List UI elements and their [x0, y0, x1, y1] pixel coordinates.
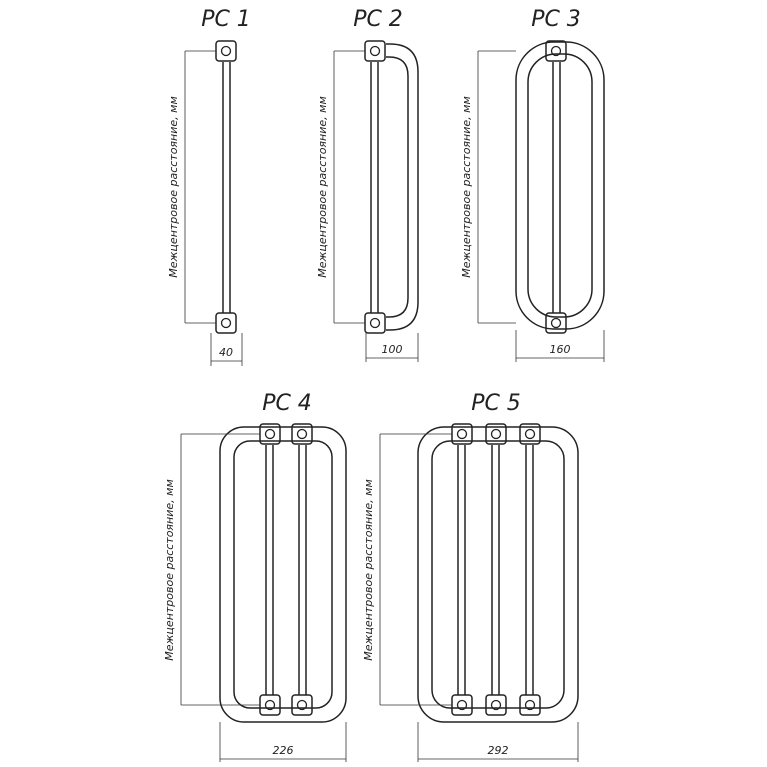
model-title: PC 4 [262, 391, 312, 416]
fitting-bottom [452, 695, 540, 715]
height-dimension [163, 434, 260, 705]
model-title: PC 1 [201, 7, 251, 32]
side-label: Межцентровое расстояние, мм [316, 96, 329, 278]
width-label: 100 [381, 343, 403, 356]
fitting-bottom [260, 695, 312, 715]
height-dimension [460, 51, 516, 323]
model-pc2 [316, 7, 418, 362]
width-label: 292 [487, 744, 509, 757]
width-dimension [211, 333, 242, 366]
height-dimension [316, 51, 365, 323]
loop-inner [386, 57, 408, 317]
fitting-bottom [365, 313, 385, 333]
model-pc5 [362, 391, 578, 762]
model-title: PC 3 [531, 7, 581, 32]
height-dimension [362, 434, 452, 705]
loop-inner [234, 441, 332, 708]
fitting-bottom [216, 313, 236, 333]
loop-outer [418, 427, 578, 722]
side-label: Межцентровое расстояние, мм [163, 479, 176, 661]
width-dimension [220, 722, 346, 762]
model-pc4 [163, 391, 346, 762]
model-title: PC 5 [471, 391, 521, 416]
width-label: 226 [272, 744, 294, 757]
model-title: PC 2 [353, 7, 403, 32]
fitting-top [216, 41, 236, 61]
width-label: 160 [549, 343, 571, 356]
side-label: Межцентровое расстояние, мм [460, 96, 473, 278]
model-pc1 [167, 7, 251, 366]
fitting-top [546, 41, 566, 61]
width-dimension [418, 722, 578, 762]
model-pc3 [460, 7, 604, 362]
side-label: Межцентровое расстояние, мм [362, 479, 375, 661]
width-dimension [516, 330, 604, 362]
side-label: Межцентровое расстояние, мм [167, 96, 180, 278]
loop-inner [432, 441, 564, 708]
loop-outer [220, 427, 346, 722]
height-dimension [167, 51, 216, 323]
width-label: 40 [219, 346, 233, 359]
fitting-top [365, 41, 385, 61]
loop-outer [386, 44, 418, 330]
width-dimension [366, 333, 418, 362]
